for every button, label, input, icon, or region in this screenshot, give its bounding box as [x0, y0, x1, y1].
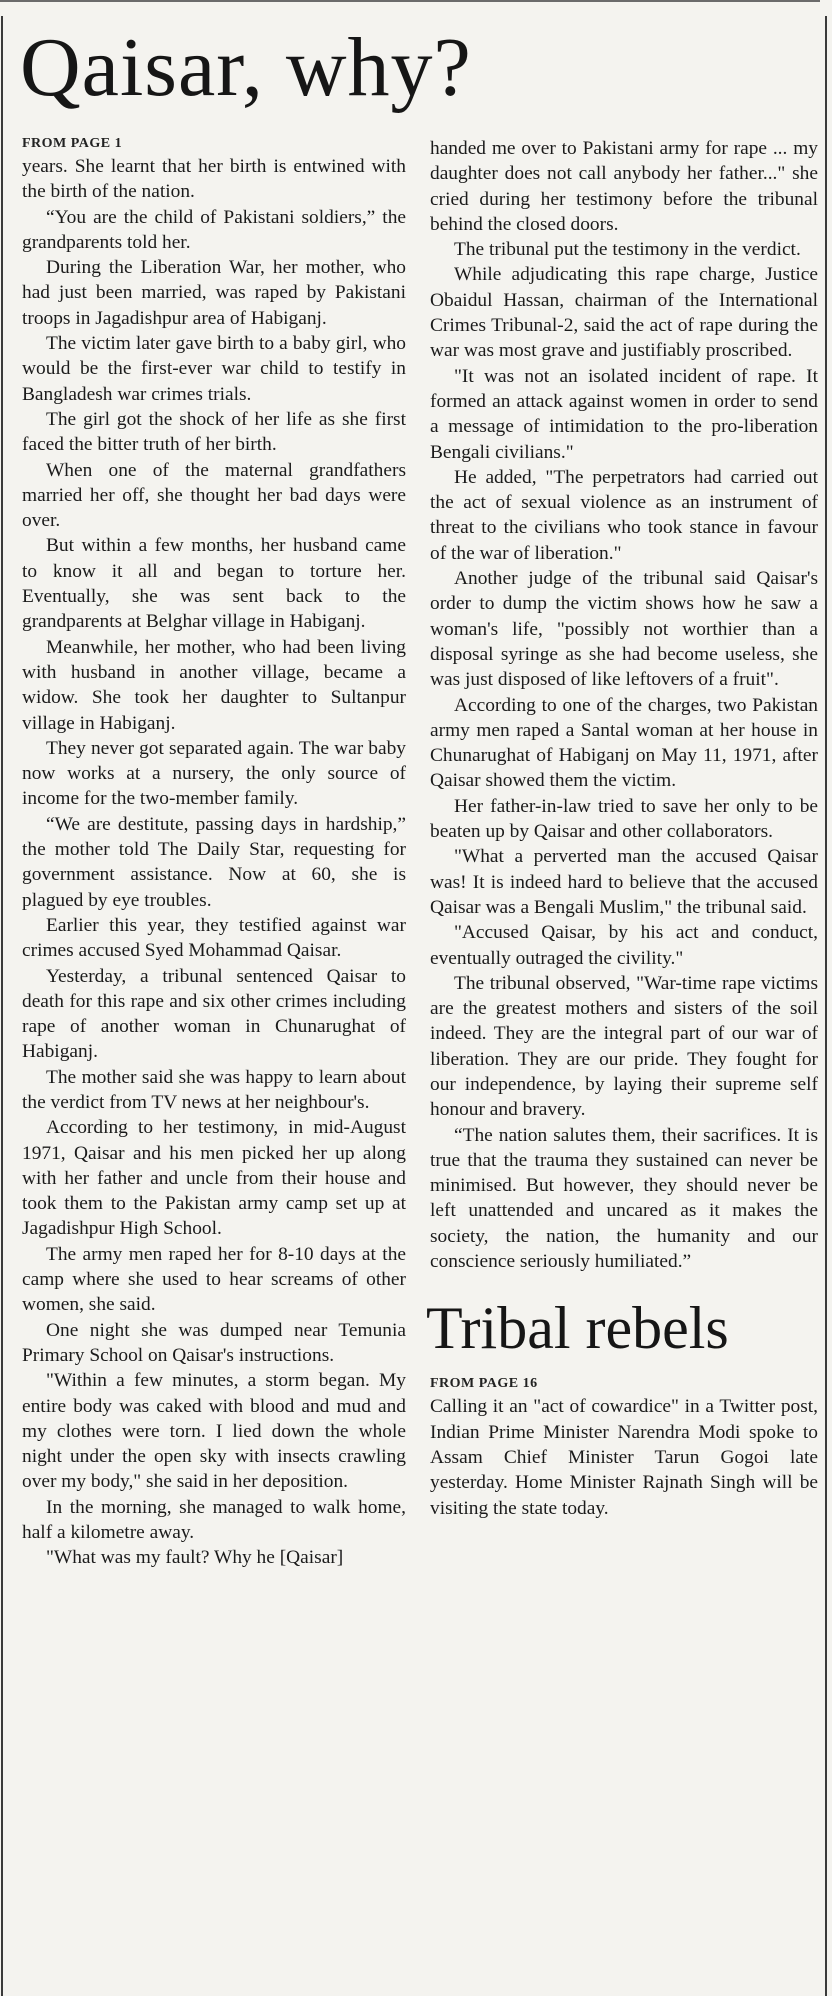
paragraph: The tribunal observed, "War-time rape victims are the greatest mothers and sisters of the soil indeed. They are the integral part of our war of liberation. They are our pride. They fought for our independence, by laying their supreme self honour and bravery. [430, 972, 818, 1121]
paragraph: handed me over to Pakistani army for rape ... my daughter does not call anybody her father..." she cried during her testimony before the tribunal behind the closed doors. [430, 138, 818, 235]
paragraph: During the Liberation War, her mother, who had just been married, was raped by Pakistani troops in Jagadishpur area of Habiganj. [22, 257, 406, 329]
paragraph: "Accused Qaisar, by his act and conduct, eventually outraged the civility." [430, 922, 818, 969]
paragraph: Another judge of the tribunal said Qaisar's order to dump the victim shows how he saw a woman's life, "possibly not worthier than a disposal syringe as she had become useless, she was just disposed of like leftovers of a fruit". [430, 568, 818, 691]
paragraph: The mother said she was happy to learn about the verdict from TV news at her neighbour's. [22, 1066, 406, 1113]
paragraph: In the morning, she managed to walk home, half a kilometre away. [22, 1496, 406, 1544]
paragraph: Calling it an "act of cowardice" in a Twitter post, Indian Prime Minister Narendra Modi spoke to Assam Chief Minister Tarun Gogoi late yesterday. Home Minister Rajnath Singh will be visiting the state today. [430, 1396, 818, 1519]
right-column [426, 136, 818, 1521]
second-from-page-label: FROM PAGE 16 [430, 1376, 538, 1392]
paragraph: Meanwhile, her mother, who had been living with husband in another village, became a widow. She took her daughter to Sultanpur village in Habiganj. [22, 636, 406, 734]
paragraph: "What was my fault? Why he [Qaisar] [46, 1547, 344, 1569]
paragraph: “The nation salutes them, their sacrifices. It is true that the trauma they sustained can never be minimised. But however, they should never be left unattended and uncared as it makes the society, the nation, the humanity and our conscience seriously humiliated.” [430, 1124, 818, 1273]
paragraph: The girl got the shock of her life as she first faced the bitter truth of her birth. [22, 408, 406, 456]
paragraph: "Within a few minutes, a storm began. My entire body was caked with blood and mud and my clothes were torn. I lied down the whole night under the open sky with insects crawling over my body," she said in her deposition. [22, 1370, 406, 1493]
paragraph: The victim later gave birth to a baby girl, who would be the first-ever war child to testify in Bangladesh war crimes trials. [22, 333, 406, 405]
paragraph: years. She learnt that her birth is entwined with the birth of the nation. [22, 156, 406, 203]
paragraph: He added, "The perpetrators had carried out the act of sexual violence as an instrument of threat to the civilians who took stance in favour of the war of liberation." [430, 466, 818, 564]
paragraph: "It was not an isolated incident of rape. It formed an attack against women in order to send a message of intimidation to the pro-liberation Bengali civilians." [430, 365, 818, 463]
paragraph: Earlier this year, they testified against war crimes accused Syed Mohammad Qaisar. [22, 914, 406, 962]
paragraph: Her father-in-law tried to save her only to be beaten up by Qaisar and other collaborators. [430, 795, 818, 843]
paragraph: The army men raped her for 8-10 days at the camp where she used to hear screams of other women, she said. [22, 1243, 406, 1316]
paragraph: Yesterday, a tribunal sentenced Qaisar to death for this rape and six other crimes including rape of another woman in Chunarughat of Habiganj. [22, 965, 406, 1063]
paragraph: One night she was dumped near Temunia Primary School on Qaisar's instructions. [22, 1319, 406, 1366]
from-page-label: FROM PAGE 1 [22, 136, 123, 151]
paragraph: They never got separated again. The war baby now works at a nursery, the only source of income for the two-member family. [22, 737, 406, 810]
paragraph: “You are the child of Pakistani soldiers,” the grandparents told her. [22, 206, 406, 253]
second-headline: Tribal rebels [426, 1295, 729, 1362]
left-column-body [22, 154, 406, 1571]
paragraph: But within a few months, her husband came to know it all and began to torture her. Eventually, she was sent back to the grandparents at Belghar village in Habiganj. [22, 535, 406, 633]
paragraph: According to her testimony, in mid-August 1971, Qaisar and his men picked her up along with her father and uncle from their house and took them to the Pakistan army camp set up at Jagadishpur High School. [22, 1117, 406, 1240]
second-article-body [430, 1394, 818, 1520]
paragraph: "What a perverted man the accused Qaisar was! It is indeed hard to believe that the accused Qaisar was a Bengali Muslim," the tribunal said. [430, 846, 818, 918]
paragraph: While adjudicating this rape charge, Justice Obaidul Hassan, chairman of the International Crimes Tribunal-2, said the act of rape during the war was most grave and justifiably proscribed. [430, 264, 818, 362]
paragraph: When one of the maternal grandfathers married her off, she thought her bad days were over. [22, 459, 406, 532]
paragraph: “We are destitute, passing days in hardship,” the mother told The Daily Star, requesting for government assistance. Now at 60, she is plagued by eye troubles. [22, 813, 406, 911]
paragraph: According to one of the charges, two Pakistan army men raped a Santal woman at her house in Chunarughat of Habiganj on May 11, 1971, after Qaisar showed them the victim. [430, 694, 818, 792]
right-column-body [430, 136, 818, 1274]
top-rule [0, 0, 820, 2]
paragraph: The tribunal put the testimony in the verdict. [454, 239, 801, 261]
left-column [22, 136, 406, 1571]
headline: Qaisar, why? [20, 21, 472, 114]
